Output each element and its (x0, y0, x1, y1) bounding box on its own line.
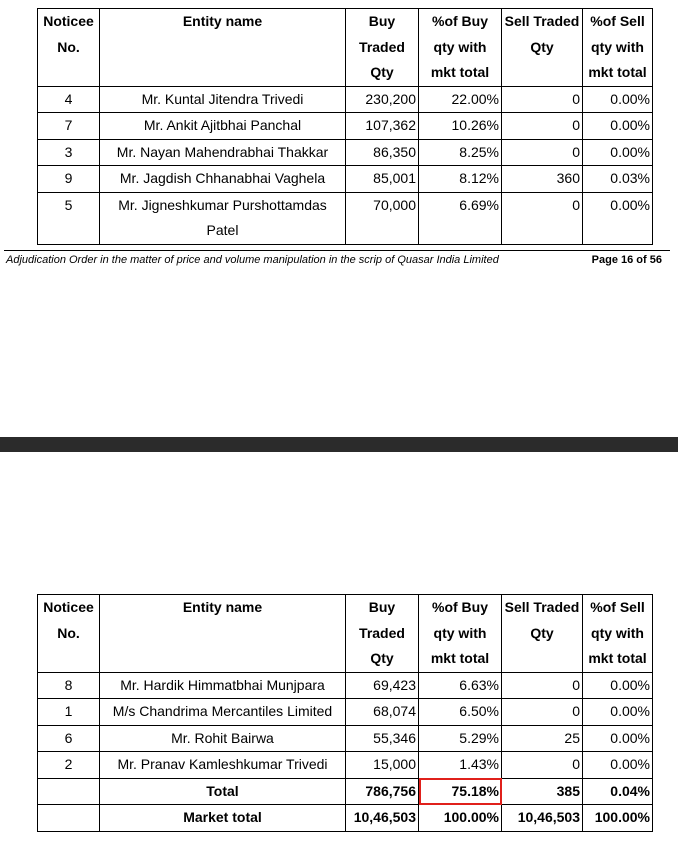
col-header-pct-buy: %of Buy qty with mkt total (419, 595, 502, 673)
noticee-no: 5 (38, 192, 100, 244)
pct-buy: 6.63% (419, 672, 502, 699)
noticee-no: 1 (38, 699, 100, 726)
sell-qty: 0 (502, 139, 583, 166)
pct-buy: 8.25% (419, 139, 502, 166)
entity-name (100, 192, 346, 244)
table-row (38, 699, 653, 726)
table-header-row (38, 9, 653, 87)
entity-name: Mr. Jagdish Chhanabhai Vaghela (100, 166, 346, 193)
page-17-top (0, 452, 678, 844)
entity-name: Mr. Kuntal Jitendra Trivedi (100, 86, 346, 113)
pct-sell: 0.00% (583, 672, 653, 699)
buy-qty: 68,074 (346, 699, 419, 726)
entity-name: Mr. Rohit Bairwa (100, 725, 346, 752)
table-row (38, 139, 653, 166)
noticee-no: 9 (38, 166, 100, 193)
page-number: Page 16 of 56 (591, 254, 662, 266)
market-total-label: Market total (100, 805, 346, 832)
total-sell-qty: 385 (502, 778, 583, 805)
table-row (38, 166, 653, 193)
buy-qty: 70,000 (346, 192, 419, 244)
sell-qty: 0 (502, 699, 583, 726)
page-separator (0, 437, 678, 452)
market-total-pct-buy: 100.00% (419, 805, 502, 832)
market-total-row (38, 805, 653, 832)
pct-buy: 6.69% (419, 192, 502, 244)
pct-sell: 0.00% (583, 192, 653, 244)
market-total-sell-qty: 10,46,503 (502, 805, 583, 832)
buy-qty: 86,350 (346, 139, 419, 166)
col-header-buy-qty: Buy Traded Qty (346, 595, 419, 673)
buy-qty: 15,000 (346, 752, 419, 779)
table-row (38, 86, 653, 113)
noticee-no: 8 (38, 672, 100, 699)
entity-name: M/s Chandrima Mercantiles Limited (100, 699, 346, 726)
pct-buy: 22.00% (419, 86, 502, 113)
col-header-buy-qty: Buy Traded Qty (346, 9, 419, 87)
noticee-no: 3 (38, 139, 100, 166)
trading-table-part-1 (37, 8, 653, 245)
total-buy-qty: 786,756 (346, 778, 419, 805)
sell-qty: 0 (502, 86, 583, 113)
pct-buy: 5.29% (419, 725, 502, 752)
market-total-buy-qty: 10,46,503 (346, 805, 419, 832)
pct-buy: 1.43% (419, 752, 502, 779)
market-total-empty-cell (38, 805, 100, 832)
pct-sell: 0.00% (583, 139, 653, 166)
total-row (38, 778, 653, 805)
table-header-row (38, 595, 653, 673)
entity-name: Mr. Hardik Himmatbhai Munjpara (100, 672, 346, 699)
sell-qty: 0 (502, 752, 583, 779)
sell-qty: 0 (502, 672, 583, 699)
table-row (38, 113, 653, 140)
col-header-pct-sell: %of Sell qty with mkt total (583, 595, 653, 673)
market-total-pct-sell: 100.00% (583, 805, 653, 832)
table-row (38, 672, 653, 699)
col-header-noticee: Noticee No. (38, 9, 100, 87)
col-header-pct-buy: %of Buy qty with mkt total (419, 9, 502, 87)
col-header-entity: Entity name (100, 9, 346, 87)
sell-qty: 0 (502, 192, 583, 244)
col-header-pct-sell: %of Sell qty with mkt total (583, 9, 653, 87)
total-pct-sell: 0.04% (583, 778, 653, 805)
pct-sell: 0.00% (583, 699, 653, 726)
pct-buy: 8.12% (419, 166, 502, 193)
entity-name: Mr. Ankit Ajitbhai Panchal (100, 113, 346, 140)
entity-name: Mr. Pranav Kamleshkumar Trivedi (100, 752, 346, 779)
pct-buy: 6.50% (419, 699, 502, 726)
pct-sell: 0.00% (583, 113, 653, 140)
col-header-sell-qty: Sell Traded Qty (502, 9, 583, 87)
entity-name-line-2: Patel (206, 222, 239, 238)
footer-title: Adjudication Order in the matter of price and volume manipulation in the scrip of Quasar India Limited (6, 254, 499, 266)
table-row (38, 192, 653, 244)
trading-table-part-2 (37, 594, 653, 832)
buy-qty: 85,001 (346, 166, 419, 193)
buy-qty: 230,200 (346, 86, 419, 113)
noticee-no: 7 (38, 113, 100, 140)
col-header-entity: Entity name (100, 595, 346, 673)
noticee-no: 4 (38, 86, 100, 113)
pct-buy: 10.26% (419, 113, 502, 140)
buy-qty: 55,346 (346, 725, 419, 752)
pct-sell: 0.00% (583, 725, 653, 752)
pct-sell: 0.00% (583, 752, 653, 779)
pct-sell: 0.00% (583, 86, 653, 113)
sell-qty: 360 (502, 166, 583, 193)
footer-divider (4, 250, 670, 251)
noticee-no: 2 (38, 752, 100, 779)
total-empty-cell (38, 778, 100, 805)
table-row (38, 752, 653, 779)
col-header-noticee: Noticee No. (38, 595, 100, 673)
pct-sell: 0.03% (583, 166, 653, 193)
entity-name: Mr. Nayan Mahendrabhai Thakkar (100, 139, 346, 166)
table-row (38, 725, 653, 752)
sell-qty: 25 (502, 725, 583, 752)
entity-name-line-1: Mr. Jigneshkumar Purshottamdas (118, 196, 327, 213)
col-header-sell-qty: Sell Traded Qty (502, 595, 583, 673)
buy-qty: 69,423 (346, 672, 419, 699)
sell-qty: 0 (502, 113, 583, 140)
total-pct-buy-highlighted: 75.18% (419, 778, 502, 805)
noticee-no: 6 (38, 725, 100, 752)
buy-qty: 107,362 (346, 113, 419, 140)
total-label: Total (100, 778, 346, 805)
